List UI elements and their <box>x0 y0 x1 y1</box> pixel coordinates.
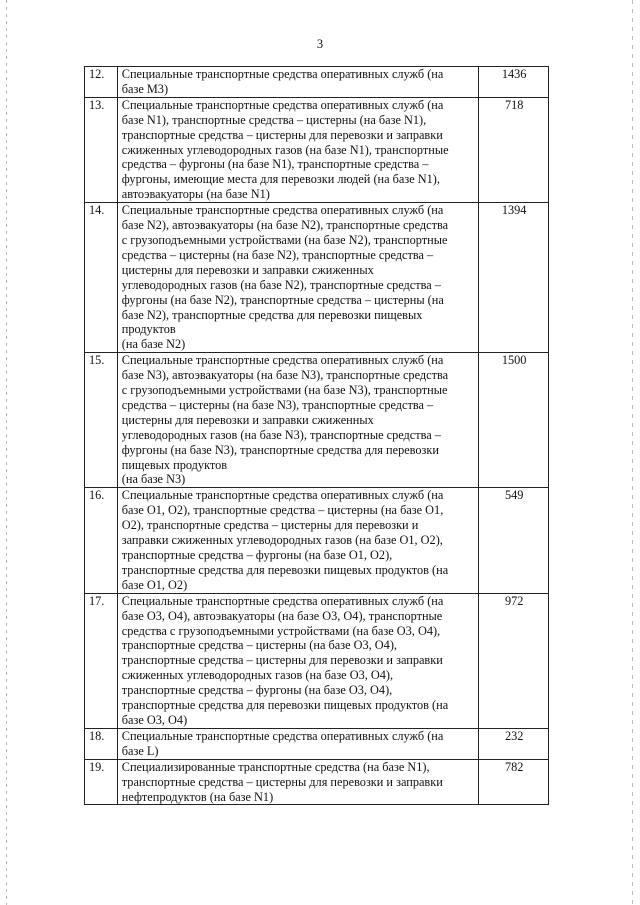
table-row <box>85 353 549 488</box>
description-line: средства – цистерны (на базе N2), транспортные средства – <box>121 247 434 262</box>
row-description <box>117 67 479 98</box>
description-line: (на базе N3) <box>121 472 186 487</box>
vehicle-table <box>84 66 549 805</box>
description-line: транспортные средства – фургоны (на базе O1, O2), <box>121 548 393 562</box>
description-line: нефтепродуктов (на базе N1) <box>121 789 274 804</box>
description-line: цистерны для перевозки и заправки сжиженных <box>121 412 374 427</box>
table-row <box>85 593 549 728</box>
description-line: с грузоподъемными устройствами (на базе N3), транспортные <box>121 383 448 398</box>
description-line: углеводородных газов (на базе N2), транспортные средства – <box>121 277 441 292</box>
description-line: средства с грузоподъемными устройствами (на базе O3, O4), <box>121 623 441 638</box>
description-line: фургоны (на базе N3), транспортные средства для перевозки <box>121 442 439 457</box>
description-line: средства – фургоны (на базе N1), транспортные средства – <box>121 157 429 172</box>
row-description <box>117 759 479 805</box>
description-line: сжиженных углеводородных газов (на базе N1), транспортные <box>121 142 449 157</box>
table-body <box>85 67 549 805</box>
description-line: Специальные транспортные средства оперативных служб (на <box>121 593 444 608</box>
description-line: Специальные транспортные средства оперативных служб (на <box>121 97 444 112</box>
description-line: сжиженных углеводородных газов (на базе O3, O4), <box>121 668 394 683</box>
description-line: базе O1, O2), транспортные средства – цистерны (на базе O1, <box>121 503 444 518</box>
row-value: 549 <box>479 488 549 593</box>
description-line: транспортные средства для перевозки пищевых продуктов (на <box>121 698 449 713</box>
row-number: 12. <box>85 67 118 98</box>
description-line: базе L) <box>121 743 159 758</box>
description-line: фургоны (на базе N2), транспортные средства – цистерны (на <box>121 292 444 307</box>
description-line: Специальные транспортные средства оперативных служб (на <box>121 203 444 218</box>
row-value: 782 <box>479 759 549 805</box>
description-line: с грузоподъемными устройствами (на базе N2), транспортные <box>121 232 448 247</box>
row-value: 1436 <box>479 67 549 98</box>
table-row <box>85 67 549 98</box>
row-number: 15. <box>85 353 118 488</box>
description-line: транспортные средства для перевозки пищевых продуктов (на <box>121 562 449 577</box>
description-line: базе N2), транспортные средства для перевозки пищевых <box>121 307 423 322</box>
row-value: 718 <box>479 97 549 202</box>
description-line: (на базе N2) <box>121 337 186 352</box>
row-description <box>117 203 479 353</box>
description-line: базе N1), транспортные средства – цистерны (на базе N1), <box>121 112 427 127</box>
table-row <box>85 203 549 353</box>
description-line: Специализированные транспортные средства (на базе N1), <box>121 759 430 774</box>
row-value: 972 <box>479 593 549 728</box>
description-line: автоэвакуаторы (на базе N1) <box>121 187 270 202</box>
table-row <box>85 728 549 759</box>
row-description <box>117 728 479 759</box>
description-line: фургоны, имеющие места для перевозки людей (на базе N1), <box>121 172 440 187</box>
row-value: 232 <box>479 728 549 759</box>
description-line: базе N3), автоэвакуаторы (на базе N3), транспортные средства <box>121 368 449 383</box>
row-description <box>117 488 479 593</box>
description-line: пищевых продуктов <box>121 457 228 472</box>
row-number: 14. <box>85 203 118 353</box>
description-line: транспортные средства – цистерны для перевозки и заправки <box>121 774 443 789</box>
row-description <box>117 593 479 728</box>
description-line: O2), транспортные средства – цистерны для перевозки и <box>121 518 419 533</box>
description-line: Специальные транспортные средства оперативных служб (на <box>121 728 444 743</box>
scan-edge-left <box>6 0 7 905</box>
description-line: базе O3, O4) <box>121 712 188 727</box>
description-line: транспортные средства – фургоны (на базе O3, O4), <box>121 683 393 698</box>
row-number: 19. <box>85 759 118 805</box>
row-value: 1394 <box>479 203 549 353</box>
page-number: 3 <box>316 37 324 51</box>
description-line: базе М3) <box>121 81 169 96</box>
description-line: транспортные средства – цистерны (на базе O3, O4), <box>121 638 397 653</box>
description-line: Специальные транспортные средства оперативных служб (на <box>121 488 444 503</box>
table-row <box>85 97 549 202</box>
description-line: транспортные средства – цистерны для перевозки и заправки <box>121 127 443 142</box>
scan-edge-right <box>632 0 633 905</box>
description-line: цистерны для перевозки и заправки сжиженных <box>121 262 374 277</box>
description-line: Специальные транспортные средства оперативных служб (на <box>121 67 444 81</box>
description-line: базе O3, O4), автоэвакуаторы (на базе O3, O4), транспортные <box>121 608 443 623</box>
description-line: транспортные средства – цистерны для перевозки и заправки <box>121 653 443 668</box>
row-description <box>117 97 479 202</box>
row-number: 16. <box>85 488 118 593</box>
description-line: базе O1, O2) <box>121 577 188 592</box>
table-row <box>85 759 549 805</box>
description-line: углеводородных газов (на базе N3), транспортные средства – <box>121 427 441 442</box>
description-line: заправки сжиженных углеводородных газов (на базе O1, O2), <box>121 533 443 548</box>
row-value: 1500 <box>479 353 549 488</box>
row-number: 17. <box>85 593 118 728</box>
row-description <box>117 353 479 488</box>
description-line: Специальные транспортные средства оперативных служб (на <box>121 353 444 368</box>
description-line: средства – цистерны (на базе N3), транспортные средства – <box>121 397 434 412</box>
row-number: 13. <box>85 97 118 202</box>
description-line: базе N2), автоэвакуаторы (на базе N2), транспортные средства <box>121 218 449 233</box>
row-number: 18. <box>85 728 118 759</box>
table-row <box>85 488 549 593</box>
description-line: продуктов <box>121 322 176 337</box>
